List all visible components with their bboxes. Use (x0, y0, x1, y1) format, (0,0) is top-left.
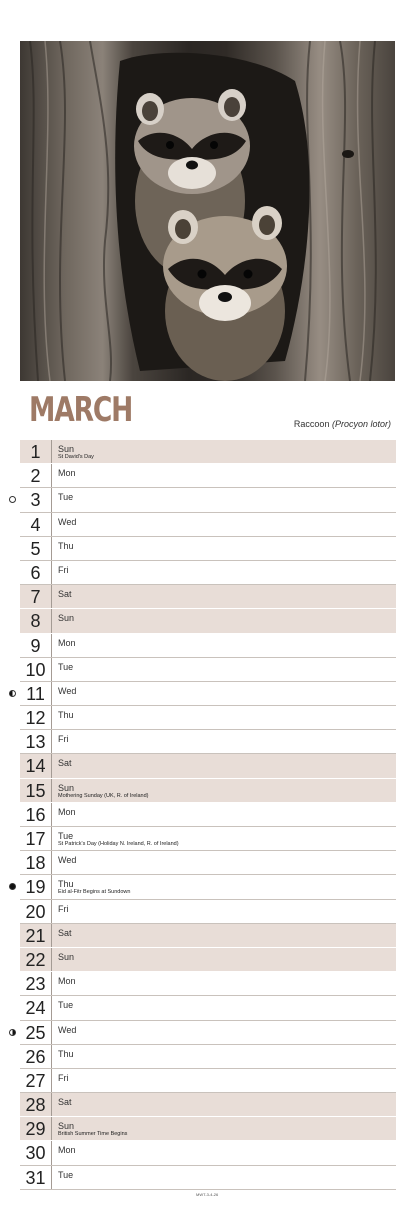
weekday-label: Mon (58, 637, 76, 648)
weekday-label: Sat (58, 758, 72, 769)
weekday-label: Wed (58, 516, 77, 527)
day-number: 14 (25, 756, 46, 777)
column-divider (51, 1093, 52, 1116)
column-divider (51, 609, 52, 632)
day-row (20, 585, 396, 609)
column-divider (51, 682, 52, 705)
day-number: 18 (25, 853, 46, 874)
column-divider (51, 1117, 52, 1140)
column-divider (51, 658, 52, 681)
day-number: 1 (30, 442, 41, 462)
column-divider (51, 1069, 52, 1092)
weekday-label: Wed (58, 685, 77, 696)
day-row (20, 682, 396, 706)
weekday-label: Sun (58, 1121, 75, 1132)
caption-latin-name: (Procyon lotor) (331, 419, 391, 429)
day-row (20, 1045, 396, 1069)
day-number: 12 (25, 708, 46, 729)
day-row (20, 924, 396, 948)
column-divider (51, 440, 52, 463)
weekday-label: Mon (58, 1145, 76, 1156)
day-row (20, 779, 396, 803)
column-divider (51, 875, 52, 898)
weekday-label: Sun (58, 613, 75, 624)
day-row (20, 754, 396, 778)
day-number: 31 (25, 1167, 46, 1188)
event-label: St Patrick's Day (Holiday N. Ireland, R. of Ireland) (58, 841, 179, 847)
day-number: 4 (30, 514, 41, 535)
day-row (20, 827, 396, 851)
day-number: 10 (25, 659, 46, 680)
day-row (20, 513, 396, 537)
column-divider (51, 779, 52, 802)
weekday-label: Sun (58, 782, 75, 793)
column-divider (51, 948, 52, 971)
day-number: 30 (25, 1143, 46, 1164)
first-quarter-moon-icon (9, 1029, 16, 1036)
weekday-label: Thu (58, 879, 74, 890)
day-row (20, 1021, 396, 1045)
event-label: St David's Day (58, 454, 94, 460)
column-divider (51, 754, 52, 777)
weekday-label: Mon (58, 806, 76, 817)
day-number: 11 (26, 683, 45, 704)
weekday-label: Fri (58, 564, 69, 575)
column-divider (51, 488, 52, 511)
day-row (20, 706, 396, 730)
weekday-label: Wed (58, 855, 77, 866)
day-number: 13 (25, 732, 46, 753)
column-divider (51, 851, 52, 874)
day-row (20, 972, 396, 996)
weekday-label: Thu (58, 540, 74, 551)
day-number: 3 (30, 490, 41, 511)
column-divider (51, 464, 52, 487)
event-label: British Summer Time Begins (58, 1131, 128, 1138)
event-label: Mothering Sunday (UK, R. of Ireland) (58, 792, 149, 799)
column-divider (51, 924, 52, 947)
day-row (20, 537, 396, 561)
column-divider (51, 972, 52, 995)
day-row (20, 730, 396, 754)
day-number: 19 (25, 877, 46, 898)
weekday-label: Mon (58, 976, 76, 987)
day-number: 6 (30, 562, 41, 583)
weekday-label: Sun (58, 951, 75, 962)
column-divider (51, 1141, 52, 1164)
day-row (20, 948, 396, 972)
column-divider (51, 1166, 52, 1189)
day-row (20, 1141, 396, 1165)
day-row (20, 875, 396, 899)
column-divider (51, 827, 52, 850)
day-row (20, 1166, 396, 1190)
product-code: MWT-3-4-26 (196, 1192, 219, 1197)
day-row (20, 1093, 396, 1117)
weekday-label: Tue (58, 1000, 74, 1011)
day-number: 28 (25, 1095, 46, 1116)
day-row (20, 464, 396, 488)
weekday-label: Mon (58, 468, 76, 479)
day-number: 20 (25, 901, 46, 922)
raccoon-illustration (20, 41, 395, 381)
column-divider (51, 561, 52, 584)
day-number: 15 (25, 780, 46, 801)
caption-common-name: Raccoon (293, 419, 330, 429)
day-number: 23 (25, 974, 46, 995)
column-divider (51, 585, 52, 608)
photo-caption (294, 418, 391, 430)
calendar-grid (20, 440, 396, 1190)
column-divider (51, 996, 52, 1019)
weekday-label: Tue (58, 831, 74, 841)
day-row (20, 658, 396, 682)
last-quarter-moon-icon (9, 690, 16, 697)
column-divider (51, 900, 52, 923)
day-number: 8 (30, 611, 41, 632)
day-number: 25 (25, 1022, 46, 1043)
weekday-label: Wed (58, 1024, 77, 1035)
weekday-label: Fri (58, 1072, 69, 1083)
day-row (20, 488, 396, 512)
day-number: 9 (30, 635, 41, 656)
weekday-label: Sat (58, 1097, 72, 1108)
day-row (20, 1117, 396, 1141)
day-number: 22 (25, 949, 46, 970)
weekday-label: Thu (58, 1048, 74, 1059)
raccoon-photo (20, 41, 395, 381)
day-row (20, 803, 396, 827)
day-row (20, 851, 396, 875)
weekday-label: Tue (58, 1169, 74, 1180)
column-divider (51, 1045, 52, 1068)
weekday-label: Sun (58, 444, 75, 454)
month-title: MARCH (29, 390, 133, 430)
column-divider (51, 706, 52, 729)
day-row (20, 609, 396, 633)
day-row (20, 1069, 396, 1093)
weekday-label: Sat (58, 589, 72, 600)
column-divider (51, 634, 52, 657)
day-row (20, 900, 396, 924)
column-divider (51, 803, 52, 826)
new-moon-icon (9, 883, 16, 890)
day-number: 5 (30, 538, 41, 559)
day-number: 16 (25, 804, 46, 825)
day-number: 29 (25, 1119, 46, 1140)
day-number: 21 (25, 925, 46, 946)
day-number: 27 (25, 1070, 46, 1091)
day-number: 26 (25, 1046, 46, 1067)
day-number: 24 (25, 998, 46, 1019)
weekday-label: Sat (58, 927, 72, 938)
day-row (20, 440, 396, 464)
column-divider (51, 513, 52, 536)
day-number: 2 (30, 466, 41, 487)
weekday-label: Tue (58, 492, 74, 503)
column-divider (51, 730, 52, 753)
full-moon-icon (9, 496, 16, 503)
event-label: Eid al-Fitr Begins at Sundown (58, 889, 131, 896)
day-row (20, 561, 396, 585)
column-divider (51, 1021, 52, 1044)
day-number: 17 (25, 829, 46, 849)
weekday-label: Fri (58, 734, 69, 745)
column-divider (51, 537, 52, 560)
weekday-label: Thu (58, 710, 74, 721)
weekday-label: Fri (58, 903, 69, 914)
day-row (20, 996, 396, 1020)
weekday-label: Tue (58, 661, 74, 672)
day-number: 7 (30, 587, 41, 608)
day-row (20, 634, 396, 658)
